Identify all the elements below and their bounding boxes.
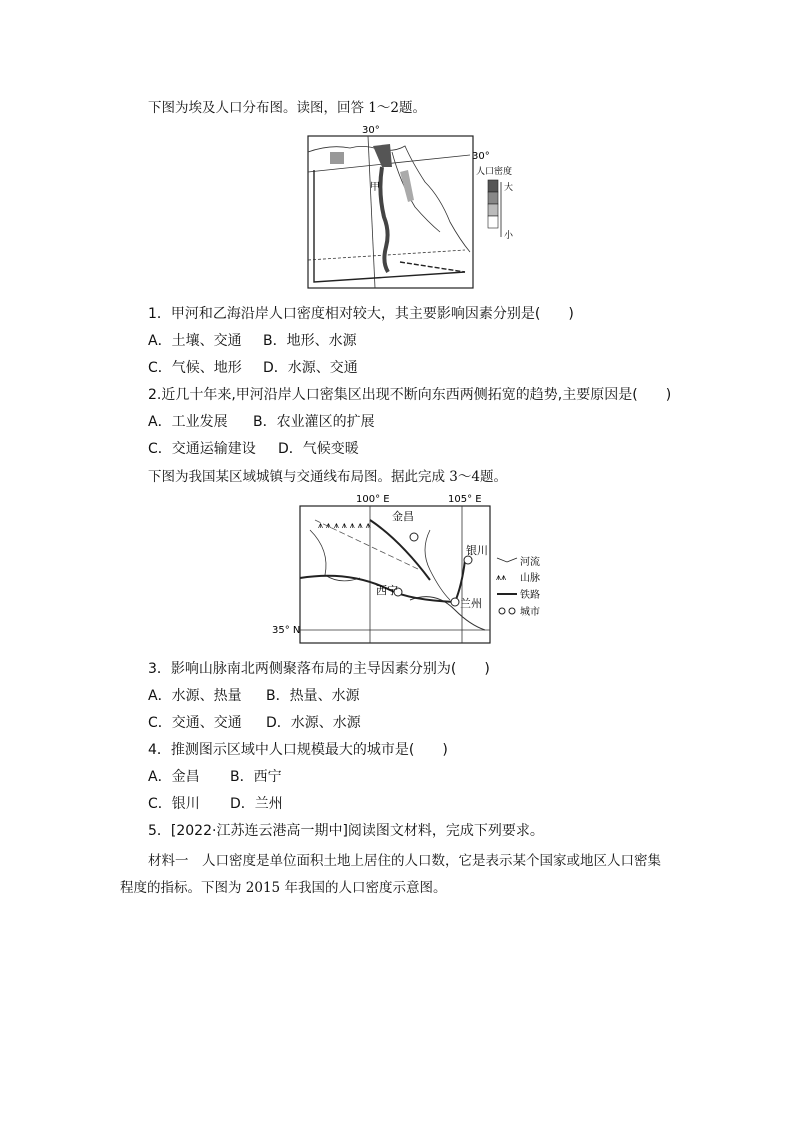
map2-legend-railway: 铁路 (520, 590, 540, 601)
map2-legend-river-icon (497, 558, 517, 562)
map1-lon-label: 30° (362, 125, 380, 136)
question-3-options-row2 (148, 712, 361, 732)
question-2-stem: 2.近几十年来,甲河沿岸人口密集区出现不断向东西两侧拓宽的趋势,主要原因是( ) (148, 387, 672, 403)
map2-legend-city-icon (499, 608, 505, 614)
question-2-options-row1 (148, 411, 375, 431)
q3-option-d[interactable]: D．水源、水源 (266, 715, 361, 731)
map2-city-lanzhou (451, 598, 459, 606)
q2-option-d[interactable]: D．气候变暖 (278, 441, 359, 457)
map2-city-label-lanzhou: 兰州 (460, 597, 482, 610)
map2-city-label-yinchuan: 银川 (466, 544, 488, 557)
q4-option-a[interactable]: A．金昌 (148, 769, 200, 785)
q3-option-a[interactable]: A．水源、热量 (148, 688, 242, 704)
map1-legend-low (488, 204, 498, 216)
question-4-options-row2 (148, 793, 283, 813)
map2-lon2-label: 105° E (448, 494, 482, 505)
intro-text-2: 下图为我国某区域城镇与交通线布局图。据此完成 3～4题。 (148, 469, 507, 485)
map2-city-jinchang (410, 533, 418, 541)
material-1-line-1: 材料一 人口密度是单位面积土地上居住的人口数，它是表示某个国家或地区人口密集 (148, 853, 661, 869)
q3-option-c[interactable]: C．交通、交通 (148, 715, 242, 731)
map2-city-label-xining: 西宁 (376, 584, 398, 597)
map1-oasis-1 (330, 152, 344, 164)
map2-city-yinchuan (464, 556, 472, 564)
q1-option-a[interactable]: A．土壤、交通 (148, 333, 242, 349)
question-4-options-row1 (148, 766, 282, 786)
map1-lat-label: 30° (472, 151, 490, 162)
question-3-stem: 3．影响山脉南北两侧聚落布局的主导因素分别为( ) (148, 661, 490, 677)
q1-option-d[interactable]: D．水源、交通 (263, 360, 358, 376)
map1-legend-title: 人口密度 (476, 167, 513, 177)
question-2-options-row2 (148, 438, 359, 458)
question-3-options-row1 (148, 685, 360, 705)
intro-text-1: 下图为埃及人口分布图。读图，回答 1～2题。 (148, 100, 426, 116)
question-1-options-row1 (148, 330, 357, 350)
map1-place-label: 甲 (370, 182, 380, 193)
question-1-options-row2 (148, 357, 358, 377)
question-1-stem: 1．甲河和乙海沿岸人口密度相对较大，其主要影响因素分别是( ) (148, 306, 574, 322)
q2-option-b[interactable]: B．农业灌区的扩展 (253, 414, 375, 430)
map1-legend-high (488, 180, 498, 192)
map2-legend-city: 城市 (520, 607, 540, 618)
egypt-population-map (300, 122, 515, 292)
map2-lat-label: 35° N (272, 625, 301, 636)
map1-legend-high-label: 大 (504, 183, 514, 193)
q3-option-b[interactable]: B．热量、水源 (266, 688, 360, 704)
q2-option-c[interactable]: C．交通运输建设 (148, 441, 256, 457)
q4-option-c[interactable]: C．银川 (148, 796, 200, 812)
map1-legend-mid (488, 192, 498, 204)
q4-option-b[interactable]: B．西宁 (230, 769, 282, 785)
map2-city-label-jinchang: 金昌 (392, 510, 414, 523)
question-4-stem: 4．推测图示区域中人口规模最大的城市是( ) (148, 742, 448, 758)
q2-option-a[interactable]: A．工业发展 (148, 414, 228, 430)
map2-legend-river: 河流 (520, 557, 540, 568)
map2-lon1-label: 100° E (356, 494, 390, 505)
question-5-stem: 5．[2022·江苏连云港高一期中]阅读图文材料，完成下列要求。 (148, 823, 544, 839)
material-1-line-2: 程度的指标。下图为 2015 年我国的人口密度示意图。 (120, 880, 447, 896)
q1-option-b[interactable]: B．地形、水源 (263, 333, 357, 349)
q4-option-d[interactable]: D．兰州 (230, 796, 283, 812)
q1-option-c[interactable]: C．气候、地形 (148, 360, 242, 376)
map1-legend-min (488, 216, 498, 228)
map2-legend-mountain: 山脉 (520, 573, 540, 584)
map2-legend-city-icon-2 (509, 608, 515, 614)
map2-mountain-symbols: ⩚ ⩚ ⩚ ⩚ ⩚ ⩚ ⩚ (318, 521, 371, 531)
map1-legend-low-label: 小 (504, 231, 514, 241)
map2-legend-mountain-icon: ⩚⩚ (496, 573, 507, 583)
town-transport-map (270, 490, 560, 650)
